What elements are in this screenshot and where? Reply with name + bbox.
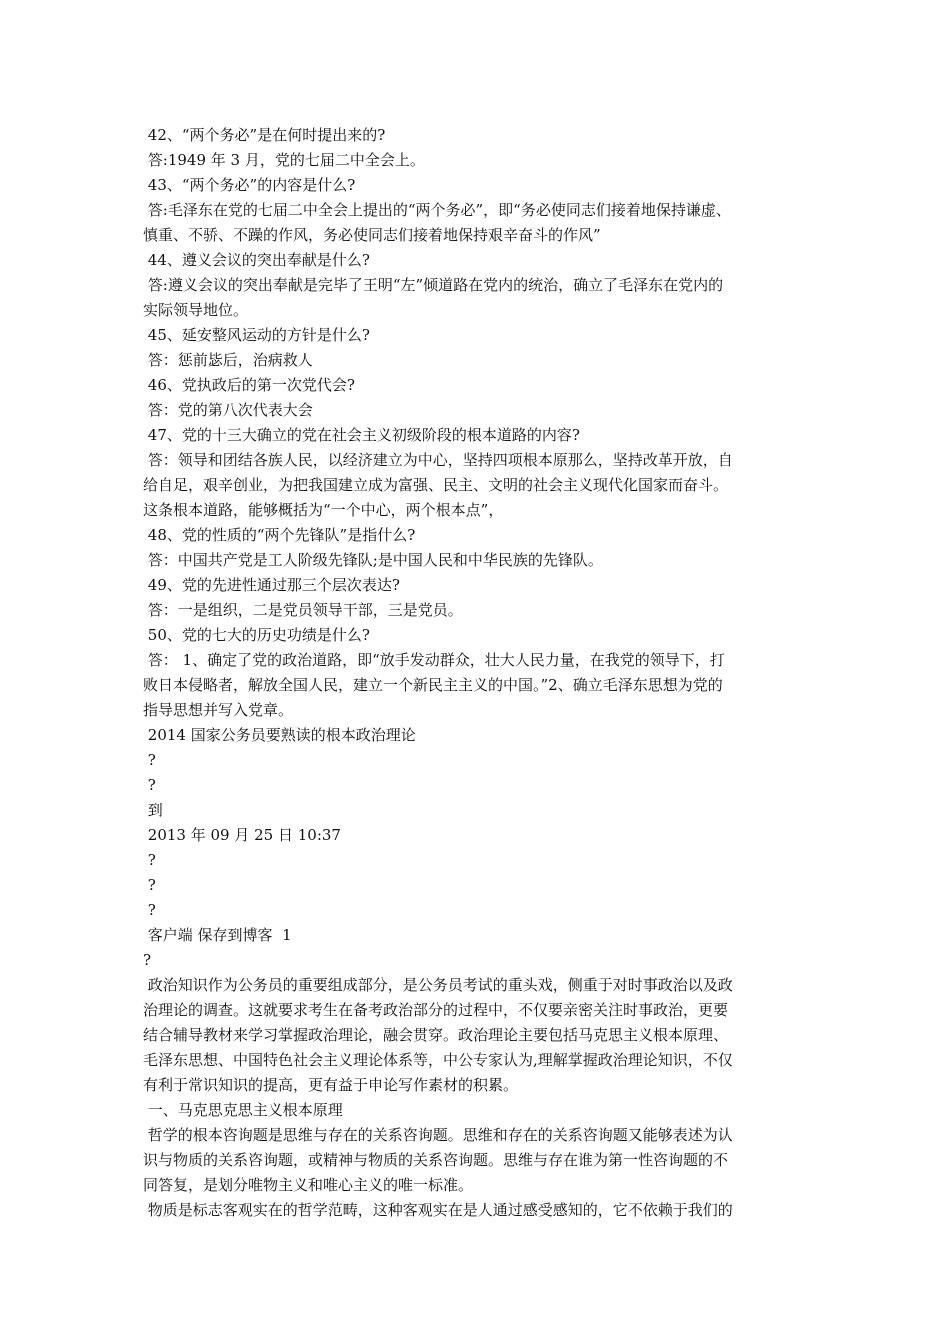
text-line: 到 (143, 801, 163, 819)
text-line: ? (143, 951, 152, 969)
text-line: 答：惩前毖后，治病救人 (143, 351, 313, 369)
text-line: 答:毛泽东在党的七届二中全会上提出的“两个务必”，即“务必使同志们接着地保持谦虚、 (143, 201, 731, 219)
text-line: 48、党的性质的“两个先锋队”是指什么? (143, 526, 416, 544)
text-line: 政治知识作为公务员的重要组成部分，是公务员考试的重头戏，侧重于对时事政治以及政 (143, 976, 733, 994)
text-line: 答：中国共产党是工人阶级先锋队;是中国人民和中华民族的先锋队。 (143, 551, 603, 569)
text-line: 治理论的调查。这就要求考生在备考政治部分的过程中，不仅要亲密关注时事政治，更要 (143, 1001, 729, 1019)
text-line: 答：一是组织，二是党员领导干部，三是党员。 (143, 601, 463, 619)
text-line: 答:1949 年 3 月，党的七届二中全会上。 (143, 151, 425, 169)
text-line: 有利于常识知识的提高，更有益于申论写作素材的积累。 (143, 1076, 519, 1094)
text-line: 指导思想并写入党章。 (143, 701, 294, 719)
text-line: ? (143, 901, 156, 919)
text-line: 50、党的七大的历史功绩是什么? (143, 626, 370, 644)
text-line: 47、党的十三大确立的党在社会主义初级阶段的根本道路的内容? (143, 426, 580, 444)
text-line: 43、“两个务必”的内容是什么? (143, 176, 356, 194)
text-line: 答:遵义会议的突出奉献是完毕了王明“左”倾道路在党内的统治，确立了毛泽东在党内的 (143, 276, 724, 294)
text-line: 客户端 保存到博客 1 (143, 926, 292, 944)
text-line: 同答复，是划分唯物主义和唯心主义的唯一标准。 (143, 1176, 474, 1194)
text-line: 49、党的先进性通过那三个层次表达? (143, 576, 400, 594)
text-line: 45、延安整风运动的方针是什么? (143, 326, 370, 344)
text-line: 44、遵义会议的突出奉献是什么? (143, 251, 370, 269)
text-line: 哲学的根本咨询题是思维与存在的关系咨询题。思维和存在的关系咨询题又能够表述为认 (143, 1126, 733, 1144)
text-line: 答：党的第八次代表大会 (143, 401, 313, 419)
text-line: 识与物质的关系咨询题，或精神与物质的关系咨询题。思维与存在谁为第一性咨询题的不 (143, 1151, 729, 1169)
text-line: 这条根本道路，能够概括为“一个中心，两个根本点”， (143, 501, 504, 519)
text-line: ? (143, 751, 156, 769)
text-line: 败日本侵略者，解放全国人民，建立一个新民主主义的中国。”2、确立毛泽东思想为党的 (143, 676, 723, 694)
text-line: 结合辅导教材来学习掌握政治理论，融会贯穿。政治理论主要包括马克思主义根本原理、 (143, 1026, 729, 1044)
timestamp: 2013 年 09 月 25 日 10:37 (143, 826, 341, 844)
text-line: 给自足，艰辛创业，为把我国建立成为富强、民主、文明的社会主义现代化国家而奋斗。 (143, 476, 729, 494)
text-line: 答：领导和团结各族人民，以经济建立为中心，坚持四项根本原那么，坚持改革开放，自 (143, 451, 733, 469)
text-line: ? (143, 776, 156, 794)
section-heading: 一、马克思克思主义根本原理 (143, 1101, 343, 1119)
text-line: 慎重、不骄、不躁的作风，务必使同志们接着地保持艰辛奋斗的作风” (143, 226, 601, 244)
text-line: ? (143, 876, 156, 894)
text-line: ? (143, 851, 156, 869)
document-body (143, 123, 815, 1223)
text-line: 46、党执政后的第一次党代会? (143, 376, 355, 394)
text-line: 42、“两个务必”是在何时提出来的? (143, 126, 386, 144)
text-line: 物质是标志客观实在的哲学范畴，这种客观实在是人通过感受感知的，它不依赖于我们的 (143, 1201, 733, 1219)
text-line: 答： 1、确定了党的政治道路，即“放手发动群众，壮大人民力量，在我党的领导下，打 (143, 651, 725, 669)
section-title: 2014 国家公务员要熟读的根本政治理论 (143, 726, 416, 744)
text-line: 毛泽东思想、中国特色社会主义理论体系等，中公专家认为,理解掌握政治理论知识，不仅 (143, 1051, 733, 1069)
text-line: 实际领导地位。 (143, 301, 249, 319)
